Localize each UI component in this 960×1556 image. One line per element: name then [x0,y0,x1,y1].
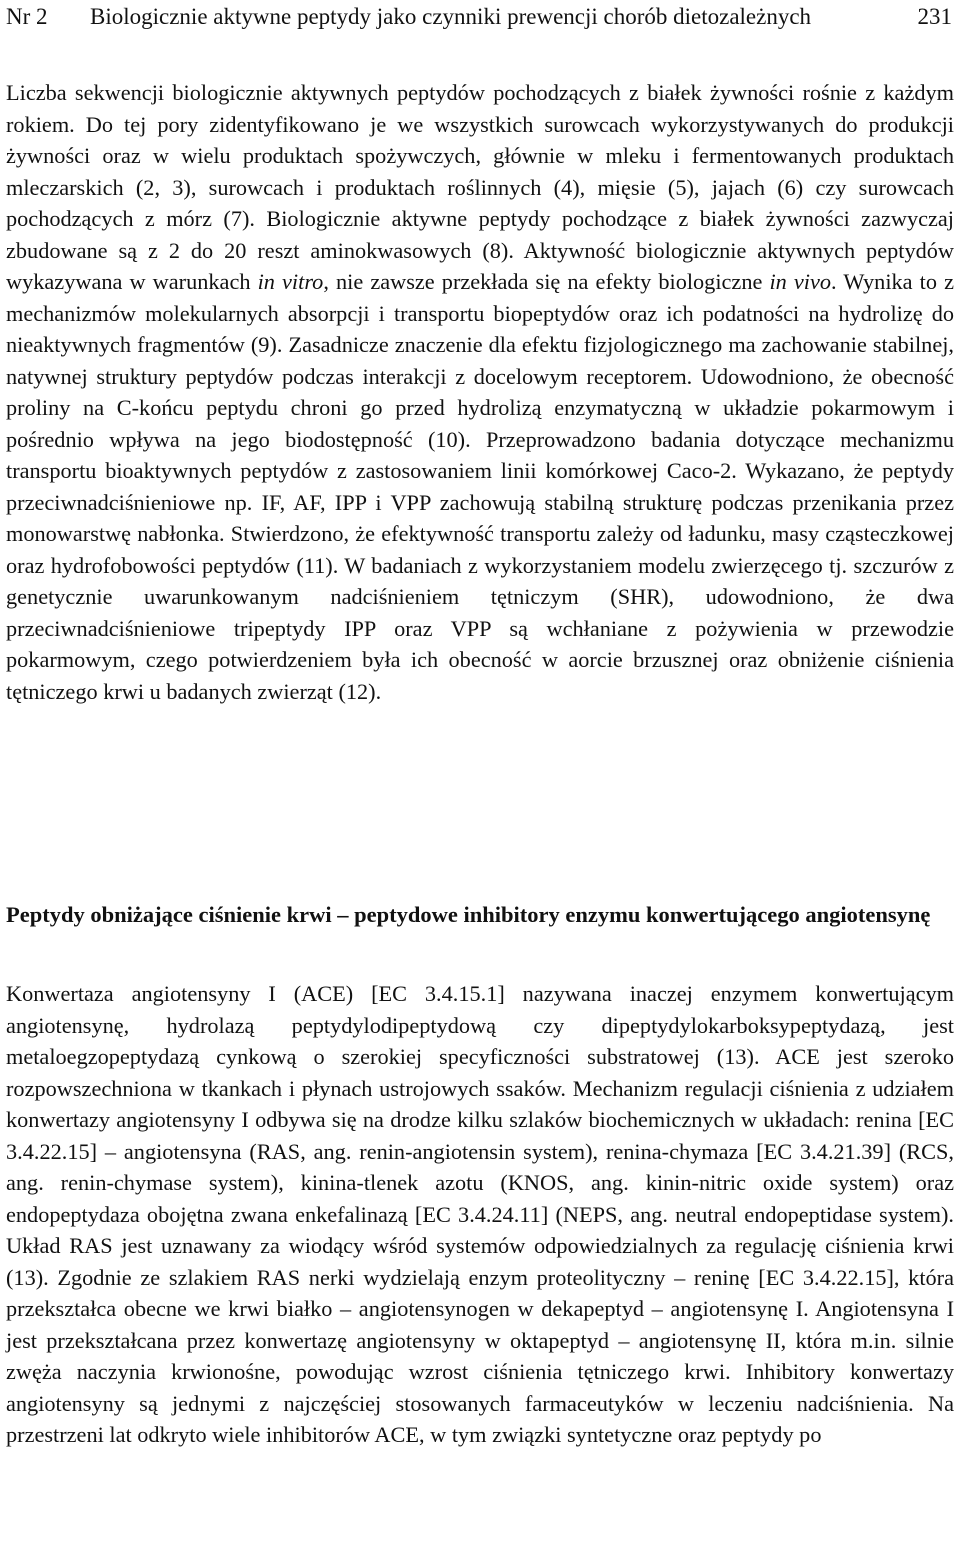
running-header [6,2,952,38]
running-title: Biologicznie aktywne peptydy jako czynniki prewencji chorób dietozależnych [90,4,812,29]
body-paragraph-1 [6,77,954,707]
paragraph-1-text-c: . Wynika to z mechanizmów molekularnych absorpcji i transportu biopeptydów oraz ich podatności na hydrolizę do nieaktywnych fragmentów (9). Zasadnicze znaczenie dla efektu fizjologicznego ma zachowanie stabilnej, natywnej struktury peptydów podczas interakcji z docelowym receptorem. Udowodniono, że obecność proliny na C-końcu peptydu chroni go przed hydrolizą enzymatyczną w układzie pokarmowym i pośrednio wpływa na jego biodostępność (10). Przeprowadzono badania dotyczące mechanizmu transportu bioaktywnych peptydów z zastosowaniem linii komórkowej Caco-2. Wykazano, że peptydy przeciwnadciśnieniowe np. IF, AF, IPP i VPP zachowują stabilną strukturę podczas przenikania przez monowarstwę nabłonka. Stwierdzono, że efektywność transportu zależy od ładunku, masy cząsteczkowej oraz hydrofobowości peptydów (11). W badaniach z wykorzystaniem modelu zwierzęcego tj. szczurów z genetycznie uwarunkowanym nadciśnieniem tętniczym (SHR), udowodniono, że dwa przeciwnadciśnieniowe tripeptydy IPP oraz VPP są wchłaniane z pożywienia w przewodzie pokarmowym, czego potwierdzeniem była ich obecność w aorcie brzusznej oraz obniżenie ciśnienia tętniczego krwi u badanych zwierząt (12). [6,269,954,704]
page-number: 231 [917,4,952,29]
section-heading: Peptydy obniżające ciśnienie krwi – peptydowe inhibitory enzymu konwertującego angiotensynę [6,902,931,927]
paragraph-1-text-a: Liczba sekwencji biologicznie aktywnych peptydów pochodzących z białek żywności rośnie z każdym rokiem. Do tej pory zidentyfikowano je we wszystkich surowcach wykorzystywanych do produkcji żywności oraz w wielu produktach spożywczych, głównie w mleku i fermentowanych produktach mleczarskich (2, 3), surowcach i produktach roślinnych (4), mięsie (5), jajach (6) czy surowcach pochodzących z mórz (7). Biologicznie aktywne peptydy pochodzące z białek żywności zazwyczaj zbudowane są z 2 do 20 reszt aminokwasowych (8). Aktywność biologicznie aktywnych peptydów wykazywana w warunkach [6,80,954,294]
paragraph-1-text-b: , nie zawsze przekłada się na efekty biologiczne [323,269,770,294]
body-paragraph-2: Konwertaza angiotensyny I (ACE) [EC 3.4.15.1] nazywana inaczej enzymem konwertującym angiotensynę, hydrolazą peptydylodipeptydową czy dipeptydylokarboksypeptydazą, jest metaloegzopeptydazą cynkową o szerokiej specyficzności substratowej (13). ACE jest szeroko rozpowszechniona w tkankach i płynach ustrojowych ssaków. Mechanizm regulacji ciśnienia z udziałem konwertazy angiotensyny I odbywa się na drodze kilku szlaków biochemicznych w układach: renina [EC 3.4.22.15] – angiotensyna (RAS, ang. renin-angiotensin system), renina-chymaza [EC 3.4.21.39] (RCS, ang. renin-chymase system), kinina-tlenek azotu (KNOS, ang. kinin-nitric oxide system) oraz endopeptydaza obojętna zwana enkefalinazą [EC 3.4.24.11] (NEPS, ang. neutral endopeptidase system). Układ RAS jest uznawany za wiodący wśród systemów odpowiedzialnych za regulację ciśnienia krwi (13). Zgodnie ze szlakiem RAS nerki wydzielają enzym proteolityczny – reninę [EC 3.4.22.15], która przekształca obecne we krwi białko – angiotensynogen w dekapeptyd – angiotensynę I. Angiotensyna I jest przekształcana przez konwertazę angiotensyny w oktapeptyd – angiotensynę II, która m.in. silnie zwęża naczynia krwionośne, powodując wzrost ciśnienia tętniczego krwi. Inhibitory konwertazy angiotensyny są jednymi z najczęściej stosowanych farmaceutyków w leczeniu nadciśnienia. Na przestrzeni lat odkryto wiele inhibitorów ACE, w tym związki syntetyczne oraz peptydy po [6,981,954,1447]
journal-issue-number: Nr 2 [6,4,48,29]
term-in-vitro: in vitro [257,269,324,294]
term-in-vivo: in vivo [769,269,832,294]
